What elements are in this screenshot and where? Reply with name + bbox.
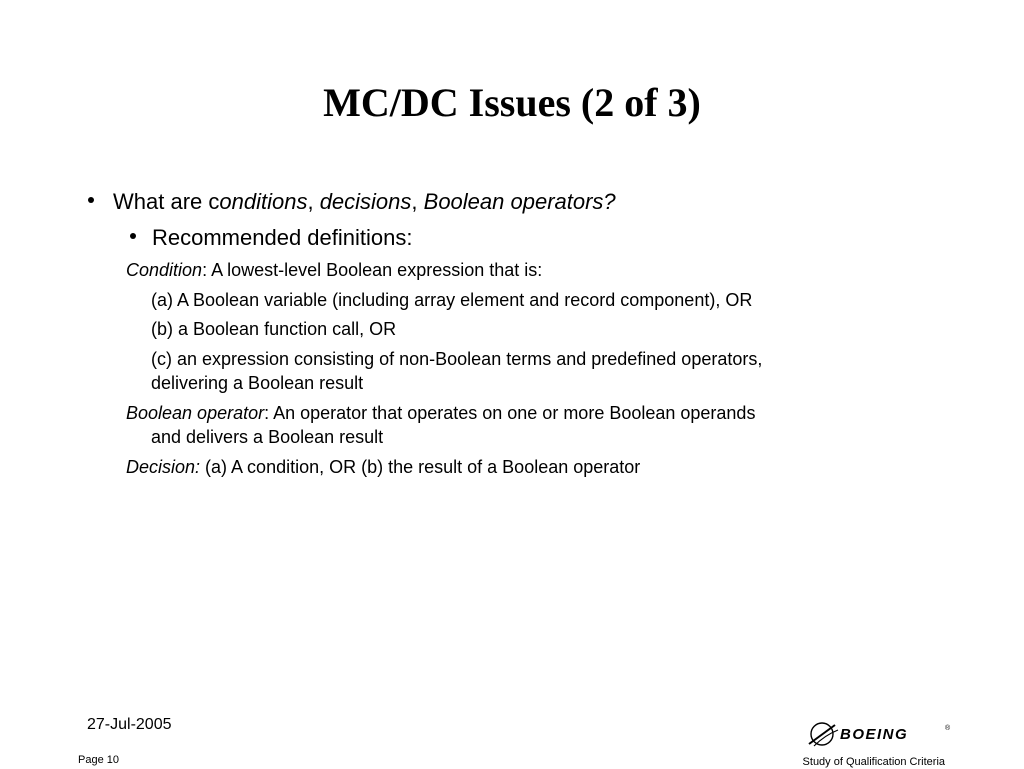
boolean-operator-definition-continued: and delivers a Boolean result: [151, 427, 384, 447]
footer-date: 27-Jul-2005: [87, 716, 172, 733]
bullet-dot: [88, 197, 94, 203]
boolean-operator-definition: Boolean operator: An operator that operates on one or more Boolean operands: [126, 403, 756, 423]
bullet-recommended-text: Recommended definitions:: [152, 225, 413, 250]
footer-page-number: Page 10: [78, 754, 119, 766]
bullet-question-text: What are conditions, decisions, Boolean operators?: [113, 189, 616, 214]
boolean-operator-term: Boolean operator: [126, 403, 265, 423]
condition-term: Condition: [126, 260, 203, 280]
boeing-logo-registered: ®: [945, 725, 951, 732]
condition-definition: Condition: A lowest-level Boolean expression that is:: [126, 260, 543, 280]
bullet-dot: [130, 233, 136, 239]
decision-definition: Decision: (a) A condition, OR (b) the result of a Boolean operator: [126, 457, 641, 477]
condition-item-a: (a) A Boolean variable (including array element and record component), OR: [151, 290, 753, 310]
condition-item-c-continued: delivering a Boolean result: [151, 373, 364, 393]
condition-item-c: (c) an expression consisting of non-Boolean terms and predefined operators,: [151, 349, 763, 369]
decision-term: Decision:: [126, 457, 201, 477]
slide-title: MC/DC Issues (2 of 3): [323, 80, 701, 125]
boeing-logo: [808, 716, 958, 750]
bullet-question: [88, 188, 616, 216]
boeing-logo-wordmark: BOEING: [840, 726, 909, 743]
footer-study-title: Study of Qualification Criteria: [802, 756, 945, 768]
boeing-logo-mark-icon: [809, 723, 838, 746]
bullet-recommended: [130, 224, 412, 252]
condition-item-b: (b) a Boolean function call, OR: [151, 319, 397, 339]
